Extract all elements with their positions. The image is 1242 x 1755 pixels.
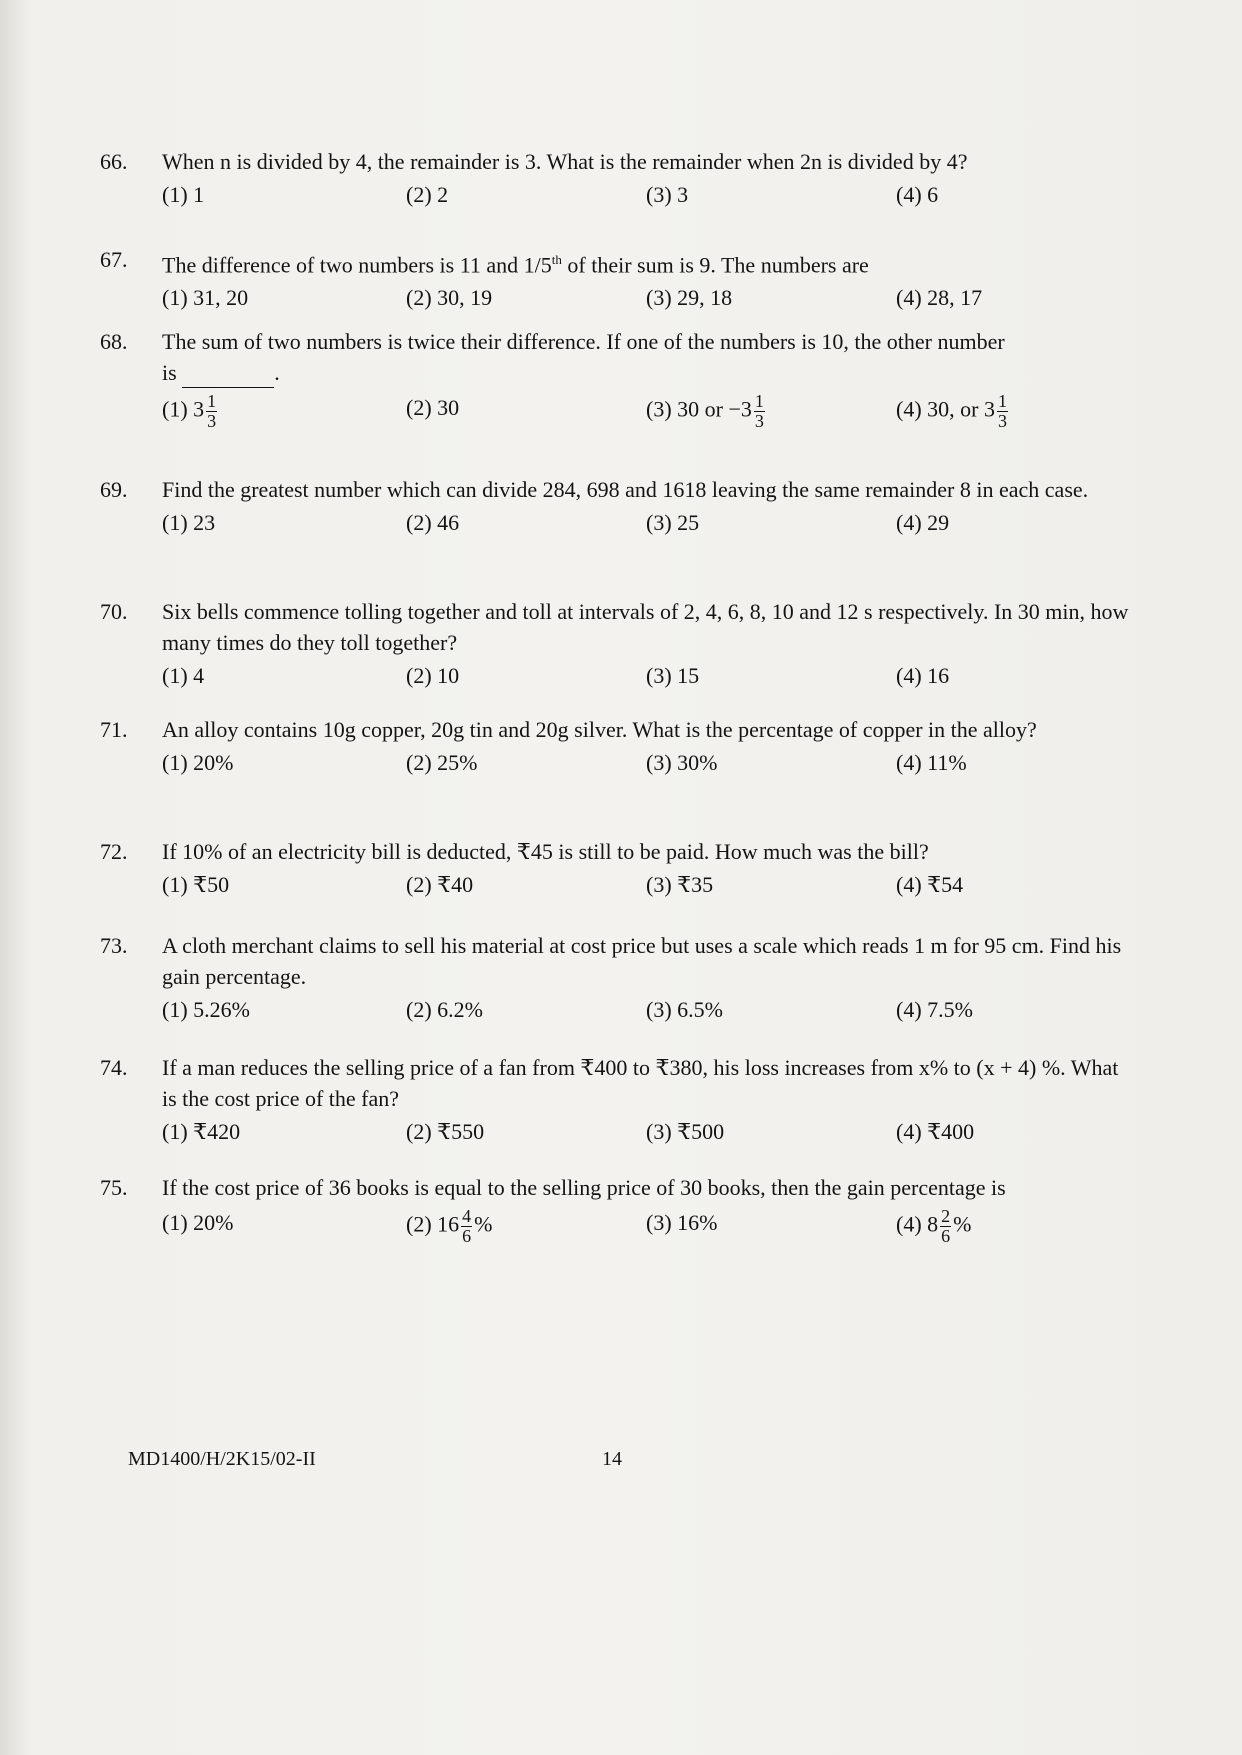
option-3: (3) 3 — [646, 182, 689, 207]
option-1: (1) ₹50 — [162, 872, 230, 897]
option-3: (3) 25 — [646, 510, 700, 535]
option-4: (4) 6 — [896, 182, 939, 207]
option-1: (1) 31, 20 — [162, 285, 249, 311]
options-row — [100, 994, 1130, 1030]
option-4: (4) 7.5% — [896, 997, 973, 1022]
option-3: (3) 30% — [646, 750, 718, 775]
question-75 — [100, 1172, 1130, 1253]
option-3: (3) ₹35 — [646, 872, 714, 897]
fraction: $\frac{1}{3}$ — [997, 391, 1007, 431]
options-row — [100, 869, 1130, 905]
question-73 — [100, 930, 1130, 1030]
option-2: (2) 46 — [406, 510, 460, 535]
fraction: $\frac{1}{3}$ — [754, 391, 764, 431]
question-text: If 10% of an electricity bill is deducted, ₹45 is still to be paid. How much was the bill? — [162, 839, 929, 864]
question-72 — [100, 836, 1130, 905]
question-number: 66. — [100, 149, 128, 174]
question-number: 75. — [100, 1175, 128, 1200]
options-row — [100, 660, 1130, 696]
question-number: 74. — [100, 1055, 128, 1080]
question-number: 69. — [100, 477, 128, 502]
option-2: (2) 25% — [406, 750, 478, 775]
question-text: A cloth merchant claims to sell his material at cost price but uses a scale which reads 1 m for 95 cm. Find his gain percentage. — [162, 933, 1122, 989]
question-text: The sum of two numbers is twice their difference. If one of the numbers is 10, the other number is . — [162, 326, 1130, 388]
option-4: (4) 16 — [896, 663, 950, 688]
option-2: (2) 10 — [406, 663, 460, 688]
option-1: (1) 1 — [162, 182, 205, 207]
option-3: (3) 30 or −3 $\frac{1}{3}$ — [646, 391, 764, 431]
option-3: (3) 6.5% — [646, 997, 723, 1022]
option-2: (2) ₹40 — [406, 872, 474, 897]
fraction: $\frac{2}{6}$ — [941, 1206, 951, 1246]
option-1: (1) 4 — [162, 663, 205, 688]
footer-code: MD1400/H/2K15/02-II — [128, 1448, 316, 1470]
question-number: 67. — [100, 247, 128, 272]
question-text: Six bells commence tolling together and toll at intervals of 2, 4, 6, 8, 10 and 12 s respectively. In 30 min, how many times do they toll together? — [162, 599, 1129, 655]
option-4: (4) ₹54 — [896, 872, 964, 897]
option-3: (3) ₹500 — [646, 1119, 725, 1144]
option-1: (1) ₹420 — [162, 1119, 241, 1144]
fraction: $\frac{4}{6}$ — [462, 1206, 472, 1246]
question-text: An alloy contains 10g copper, 20g tin and 20g silver. What is the percentage of copper in the alloy? — [162, 717, 1037, 742]
option-2: (2) 16 $\frac{4}{6}$ % — [406, 1206, 493, 1246]
option-2: (2) ₹550 — [406, 1119, 485, 1144]
option-3: (3) 16% — [646, 1210, 718, 1235]
question-text: Find the greatest number which can divide 284, 698 and 1618 leaving the same remainder 8 in each case. — [162, 477, 1089, 502]
option-1: (1) 20% — [162, 750, 234, 775]
question-number: 70. — [100, 599, 128, 624]
fraction: $\frac{1}{3}$ — [207, 391, 217, 431]
question-66 — [100, 146, 1130, 215]
options-row — [100, 1207, 1130, 1253]
options-row — [100, 1116, 1130, 1152]
question-71 — [100, 714, 1130, 783]
question-70 — [100, 596, 1130, 696]
question-74 — [100, 1052, 1130, 1152]
question-67 — [100, 244, 1130, 318]
option-3: (3) 29, 18 — [646, 285, 733, 311]
option-3: (3) 15 — [646, 663, 700, 688]
option-4: (4) 29 — [896, 510, 950, 535]
option-4: (4) 11% — [896, 750, 967, 775]
options-row — [100, 747, 1130, 783]
option-1: (1) 23 — [162, 510, 216, 535]
option-1: (1) 3 $\frac{1}{3}$ — [162, 391, 217, 431]
option-2: (2) 2 — [406, 182, 449, 207]
options-row — [100, 282, 1130, 318]
question-68 — [100, 326, 1130, 438]
option-2: (2) 30, 19 — [406, 285, 493, 311]
question-text: If a man reduces the selling price of a fan from ₹400 to ₹380, his loss increases from x% to (x + 4) %. What is the cost price of the fan? — [162, 1055, 1119, 1111]
question-text: The difference of two numbers is 11 and 1/5th of their sum is 9. The numbers are — [162, 252, 869, 278]
option-1: (1) 20% — [162, 1210, 234, 1235]
option-4: (4) 8 $\frac{2}{6}$ % — [896, 1206, 972, 1246]
question-number: 71. — [100, 717, 128, 742]
options-row — [100, 392, 1130, 438]
option-2: (2) 30 — [406, 395, 460, 420]
option-4: (4) 30, or 3 $\frac{1}{3}$ — [896, 391, 1007, 431]
options-row — [100, 179, 1130, 215]
page-number: 14 — [602, 1448, 622, 1470]
option-4: (4) ₹400 — [896, 1119, 975, 1144]
question-text: When n is divided by 4, the remainder is 3. What is the remainder when 2n is divided by 4? — [162, 149, 968, 174]
question-text: If the cost price of 36 books is equal to the selling price of 30 books, then the gain percentage is — [162, 1175, 1006, 1200]
option-2: (2) 6.2% — [406, 997, 483, 1022]
question-number: 72. — [100, 839, 128, 864]
answer-blank — [182, 365, 274, 388]
question-number: 68. — [100, 329, 128, 354]
question-69 — [100, 474, 1130, 543]
question-number: 73. — [100, 933, 128, 958]
options-row — [100, 507, 1130, 543]
option-4: (4) 28, 17 — [896, 285, 983, 311]
option-1: (1) 5.26% — [162, 997, 250, 1022]
